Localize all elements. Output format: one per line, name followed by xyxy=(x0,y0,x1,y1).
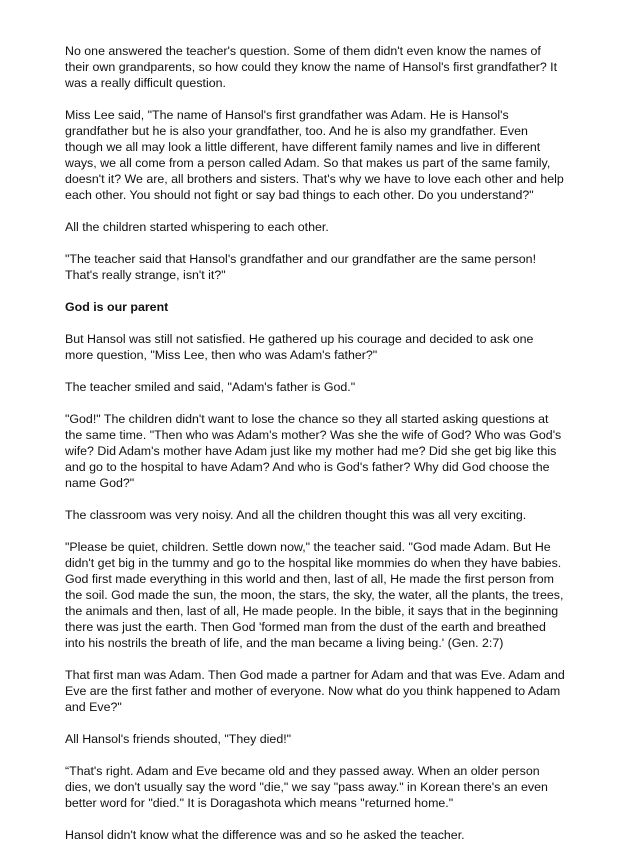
paragraph-children-questions: "God!" The children didn't want to lose the chance so they all started asking questions at the same time. "Then who was Adam's mother? Was she the wife of God? Who was God's wife? Did Adam's mother have Adam just like my mother had me? Did she get big like this and go to the hospital to have Adam? And who is God's father? Why did God choose the name God?" xyxy=(65,412,562,490)
paragraph-pass-away: “That's right. Adam and Eve became old and they passed away. When an older person dies, we don't usually say the word "die," we say "pass away." in Korean there's an even better word for "died." It is Doragashota which means "returned home." xyxy=(65,764,548,810)
paragraph-same-grandfather: "The teacher said that Hansol's grandfather and our grandfather are the same person! That's really strange, isn't it?" xyxy=(65,252,537,282)
paragraph-they-died: All Hansol's friends shouted, "They died!" xyxy=(65,732,292,746)
document-page xyxy=(65,43,565,859)
paragraph-noisy-classroom: The classroom was very noisy. And all the children thought this was all very exciting. xyxy=(65,508,527,522)
paragraph-miss-lee-adam: Miss Lee said, "The name of Hansol's first grandfather was Adam. He is Hansol's grandfather but he is also your grandfather, too. And he is also my grandfather. Even though we all may look a little different, have different family names and live in different ways, we all come from a person called Adam. So that makes us part of the same family, doesn't it? We are, all brothers and sisters. That's why we have to love each other and help each other. You should not fight or say bad things to each other. Do you understand?" xyxy=(65,108,564,202)
paragraph-adam-and-eve: That first man was Adam. Then God made a partner for Adam and that was Eve. Adam and Eve are the first father and mother of everyone. Now what do you think happened to Adam and Eve?" xyxy=(65,668,565,714)
section-heading: God is our parent xyxy=(65,300,169,314)
paragraph-hansol-question: But Hansol was still not satisfied. He gathered up his courage and decided to ask one more question, "Miss Lee, then who was Adam's father?" xyxy=(65,332,534,362)
paragraph-hansol-asks: Hansol didn't know what the difference was and so he asked the teacher. xyxy=(65,828,465,842)
paragraph-children-whispering: All the children started whispering to each other. xyxy=(65,220,329,234)
paragraph-adams-father: The teacher smiled and said, "Adam's father is God." xyxy=(65,380,356,394)
paragraph-teacher-question: No one answered the teacher's question. Some of them didn't even know the names of their own grandparents, so how could they know the name of Hansol's first grandfather? It was a really difficult question. xyxy=(65,44,558,90)
paragraph-god-made-adam: "Please be quiet, children. Settle down now," the teacher said. "God made Adam. But He didn't get big in the tummy and go to the hospital like mommies do when they have babies. God first made everything in this world and then, last of all, He made the first person from the soil. God made the sun, the moon, the stars, the sky, the water, all the plants, the trees, the animals and then, last of all, He made people. In the bible, it says that in the beginning there was just the earth. Then God 'formed man from the dust of the earth and breathed into his nostrils the breath of life, and the man became a living being.' (Gen. 2:7) xyxy=(65,540,564,650)
